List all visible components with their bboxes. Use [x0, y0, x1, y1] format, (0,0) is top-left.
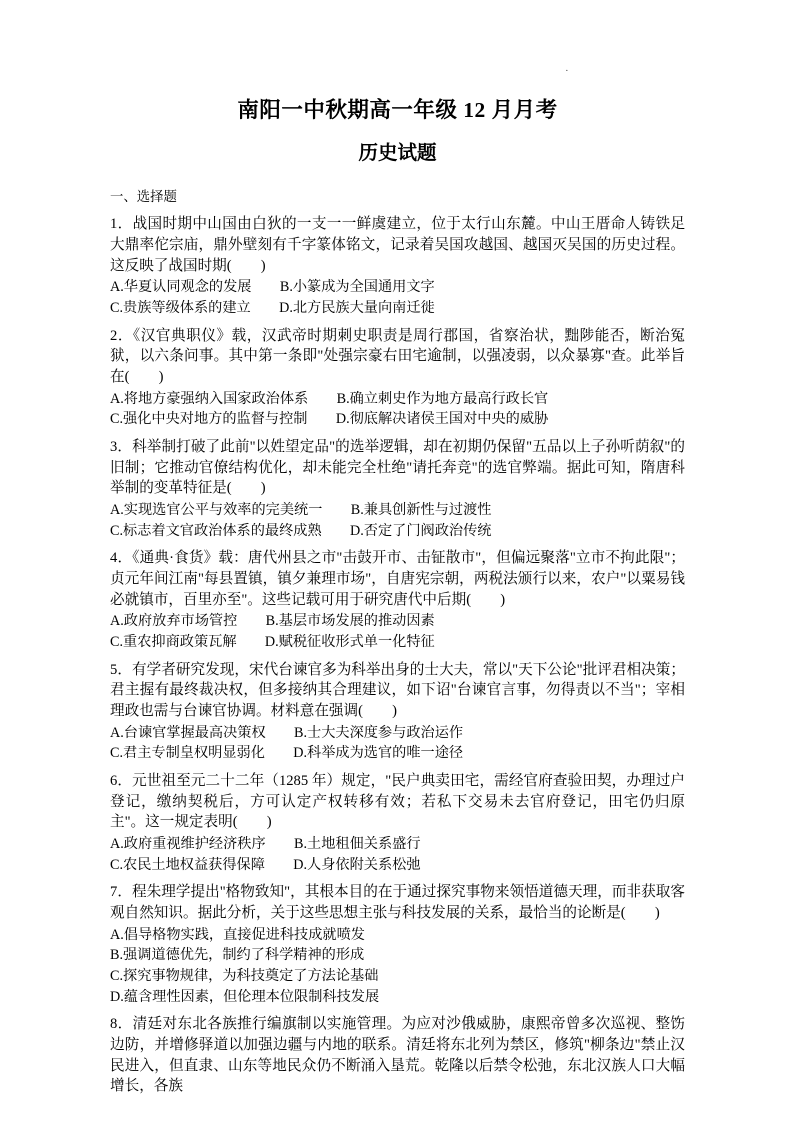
question-options: [110, 388, 685, 430]
question-number: 7．: [110, 884, 132, 901]
question-number: 6．: [110, 773, 133, 790]
question-text: 元世祖至元二十二年（1285 年）规定，"民户典卖田宅，需经官府查验田契，办理过户登记，缴纳契税后，方可认定产权转移有效；若私下交易未去官府登记，田宅仍归原主"。这一规定表明( ): [110, 773, 685, 831]
question-stem: [110, 430, 685, 499]
option-line[interactable]: C.农民土地权益获得保障 D.人身依附关系松弛: [110, 856, 421, 873]
option-line[interactable]: A.实现选官公平与效率的完美统一 B.兼具创新性与过渡性: [110, 502, 492, 519]
question-options: [110, 833, 685, 875]
question-stem: [110, 1007, 685, 1097]
question-number: 1．: [110, 216, 133, 233]
question-text: 程朱理学提出"格物致知"，其根本目的在于通过探究事物来领悟道德天理，而非获取客观自然知识。据此分析，关于这些思想主张与科技发展的关系，最恰当的论断是( ): [110, 884, 685, 922]
question-number: 2．: [110, 327, 133, 344]
page-subtitle: 历史试题: [358, 142, 437, 164]
option-line[interactable]: D.蕴含理性因素，但伦理本位限制科技发展: [110, 988, 380, 1005]
page-title: 南阳一中秋期高一年级 12 月月考: [237, 98, 558, 122]
question-options: [110, 924, 685, 1007]
question-number: 5．: [110, 661, 132, 678]
option-line[interactable]: C.强化中央对地方的监督与控制 D.彻底解决诸侯王国对中央的威胁: [110, 411, 549, 428]
question-text: 科举制打破了此前"以姓望定品"的选举逻辑，却在初期仍保留"五品以上子孙听荫叙"的旧制；它推动官僚结构优化，却未能完全杜绝"请托奔竞"的选官弊端。据此可知，隋唐科举制的变革特征是( ): [110, 438, 685, 497]
question-number: 3．: [110, 438, 133, 455]
option-line[interactable]: A.将地方豪强纳入国家政治体系 B.确立刺史作为地方最高行政长官: [110, 390, 549, 407]
question-stem: [110, 875, 685, 923]
option-line[interactable]: B.强调道德优先，制约了科学精神的形成: [110, 947, 365, 964]
question-stem: [110, 207, 685, 276]
option-line[interactable]: C.贵族等级体系的建立 D.北方民族大量向南迁徙: [110, 300, 435, 317]
option-line[interactable]: C.探究事物规律，为科技奠定了方法论基础: [110, 967, 379, 984]
question-number: 4．: [110, 550, 133, 567]
question-text: 战国时期中山国由白狄的一支一一鲜虞建立，位于太行山东麓。中山王厝命人铸铁足大鼎率佗宗庙，鼎外壁刻有千字篆体铭文，记录着吴国攻越国、越国灭吴国的历史过程。这反映了战国时期( ): [110, 216, 685, 274]
option-line[interactable]: A.政府重视维护经济秩序 B.土地租佃关系盛行: [110, 836, 421, 853]
question-number: 8．: [110, 1016, 133, 1033]
question-options: [110, 276, 685, 318]
question-text: 有学者研究发现，宋代台谏官多为科举出身的士大夫，常以"天下公论"批评君相决策；君主握有最终裁决权，但多接纳其合理建议，如下诏"台谏官言事，勿得责以不当"；宰相理政也需与台谏官协调。材料意在强调( ): [110, 661, 685, 720]
section-heading: 一、选择题: [110, 189, 177, 205]
question-text: 清廷对东北各族推行编旗制以实施管理。为应对沙俄威胁，康熙帝曾多次巡视、整饬边防，并增修驿道以加强边疆与内地的联系。清廷将东北列为禁区，修筑"柳条边"禁止汉民进入，但直隶、山东等地民众仍不断涌入垦荒。乾隆以后禁令松弛，东北汉族人口大幅增长，各族: [110, 1016, 685, 1095]
question-stem: [110, 653, 685, 722]
question-text: 《汉官典职仪》载，汉武帝时期刺史职责是周行郡国，省察治状，黜陟能否，断治冤狱，以六条问事。其中第一条即"处强宗豪右田宅逾制，以强凌弱，以众暴寡"查。此举旨在( ): [110, 327, 685, 386]
option-line[interactable]: A.台谏官掌握最高决策权 B.士大夫深度参与政治运作: [110, 724, 464, 741]
option-line[interactable]: C.君主专制皇权明显弱化 D.科举成为选官的唯一途径: [110, 745, 464, 762]
option-line[interactable]: A.华夏认同观念的发展 B.小篆成为全国通用文字: [110, 279, 435, 296]
question-stem: [110, 319, 685, 388]
question-stem: [110, 541, 685, 610]
option-line[interactable]: C.标志着文官政治体系的最终成熟 D.否定了门阀政治传统: [110, 522, 492, 539]
option-line[interactable]: A.倡导格物实践，直接促进科技成就喷发: [110, 926, 365, 943]
page-corner-mark: ·: [565, 65, 569, 77]
question-options: [110, 722, 685, 764]
question-options: [110, 610, 685, 652]
question-options: [110, 499, 685, 541]
question-text: 《通典·食货》载：唐代州县之市"击鼓开市、击钲散市"，但偏远聚落"立市不拘此限"；贞元年间江南"每县置镇，镇夕兼理市场"，自唐宪宗朝，两税法颁行以来，农户"以粟易钱必就镇市，百里亦至"。这些记载可用于研究唐代中后期( ): [110, 550, 685, 608]
option-line[interactable]: C.重农抑商政策瓦解 D.赋税征收形式单一化特征: [110, 634, 435, 651]
question-stem: [110, 764, 685, 833]
option-line[interactable]: A.政府放弃市场管控 B.基层市场发展的推动因素: [110, 613, 435, 630]
